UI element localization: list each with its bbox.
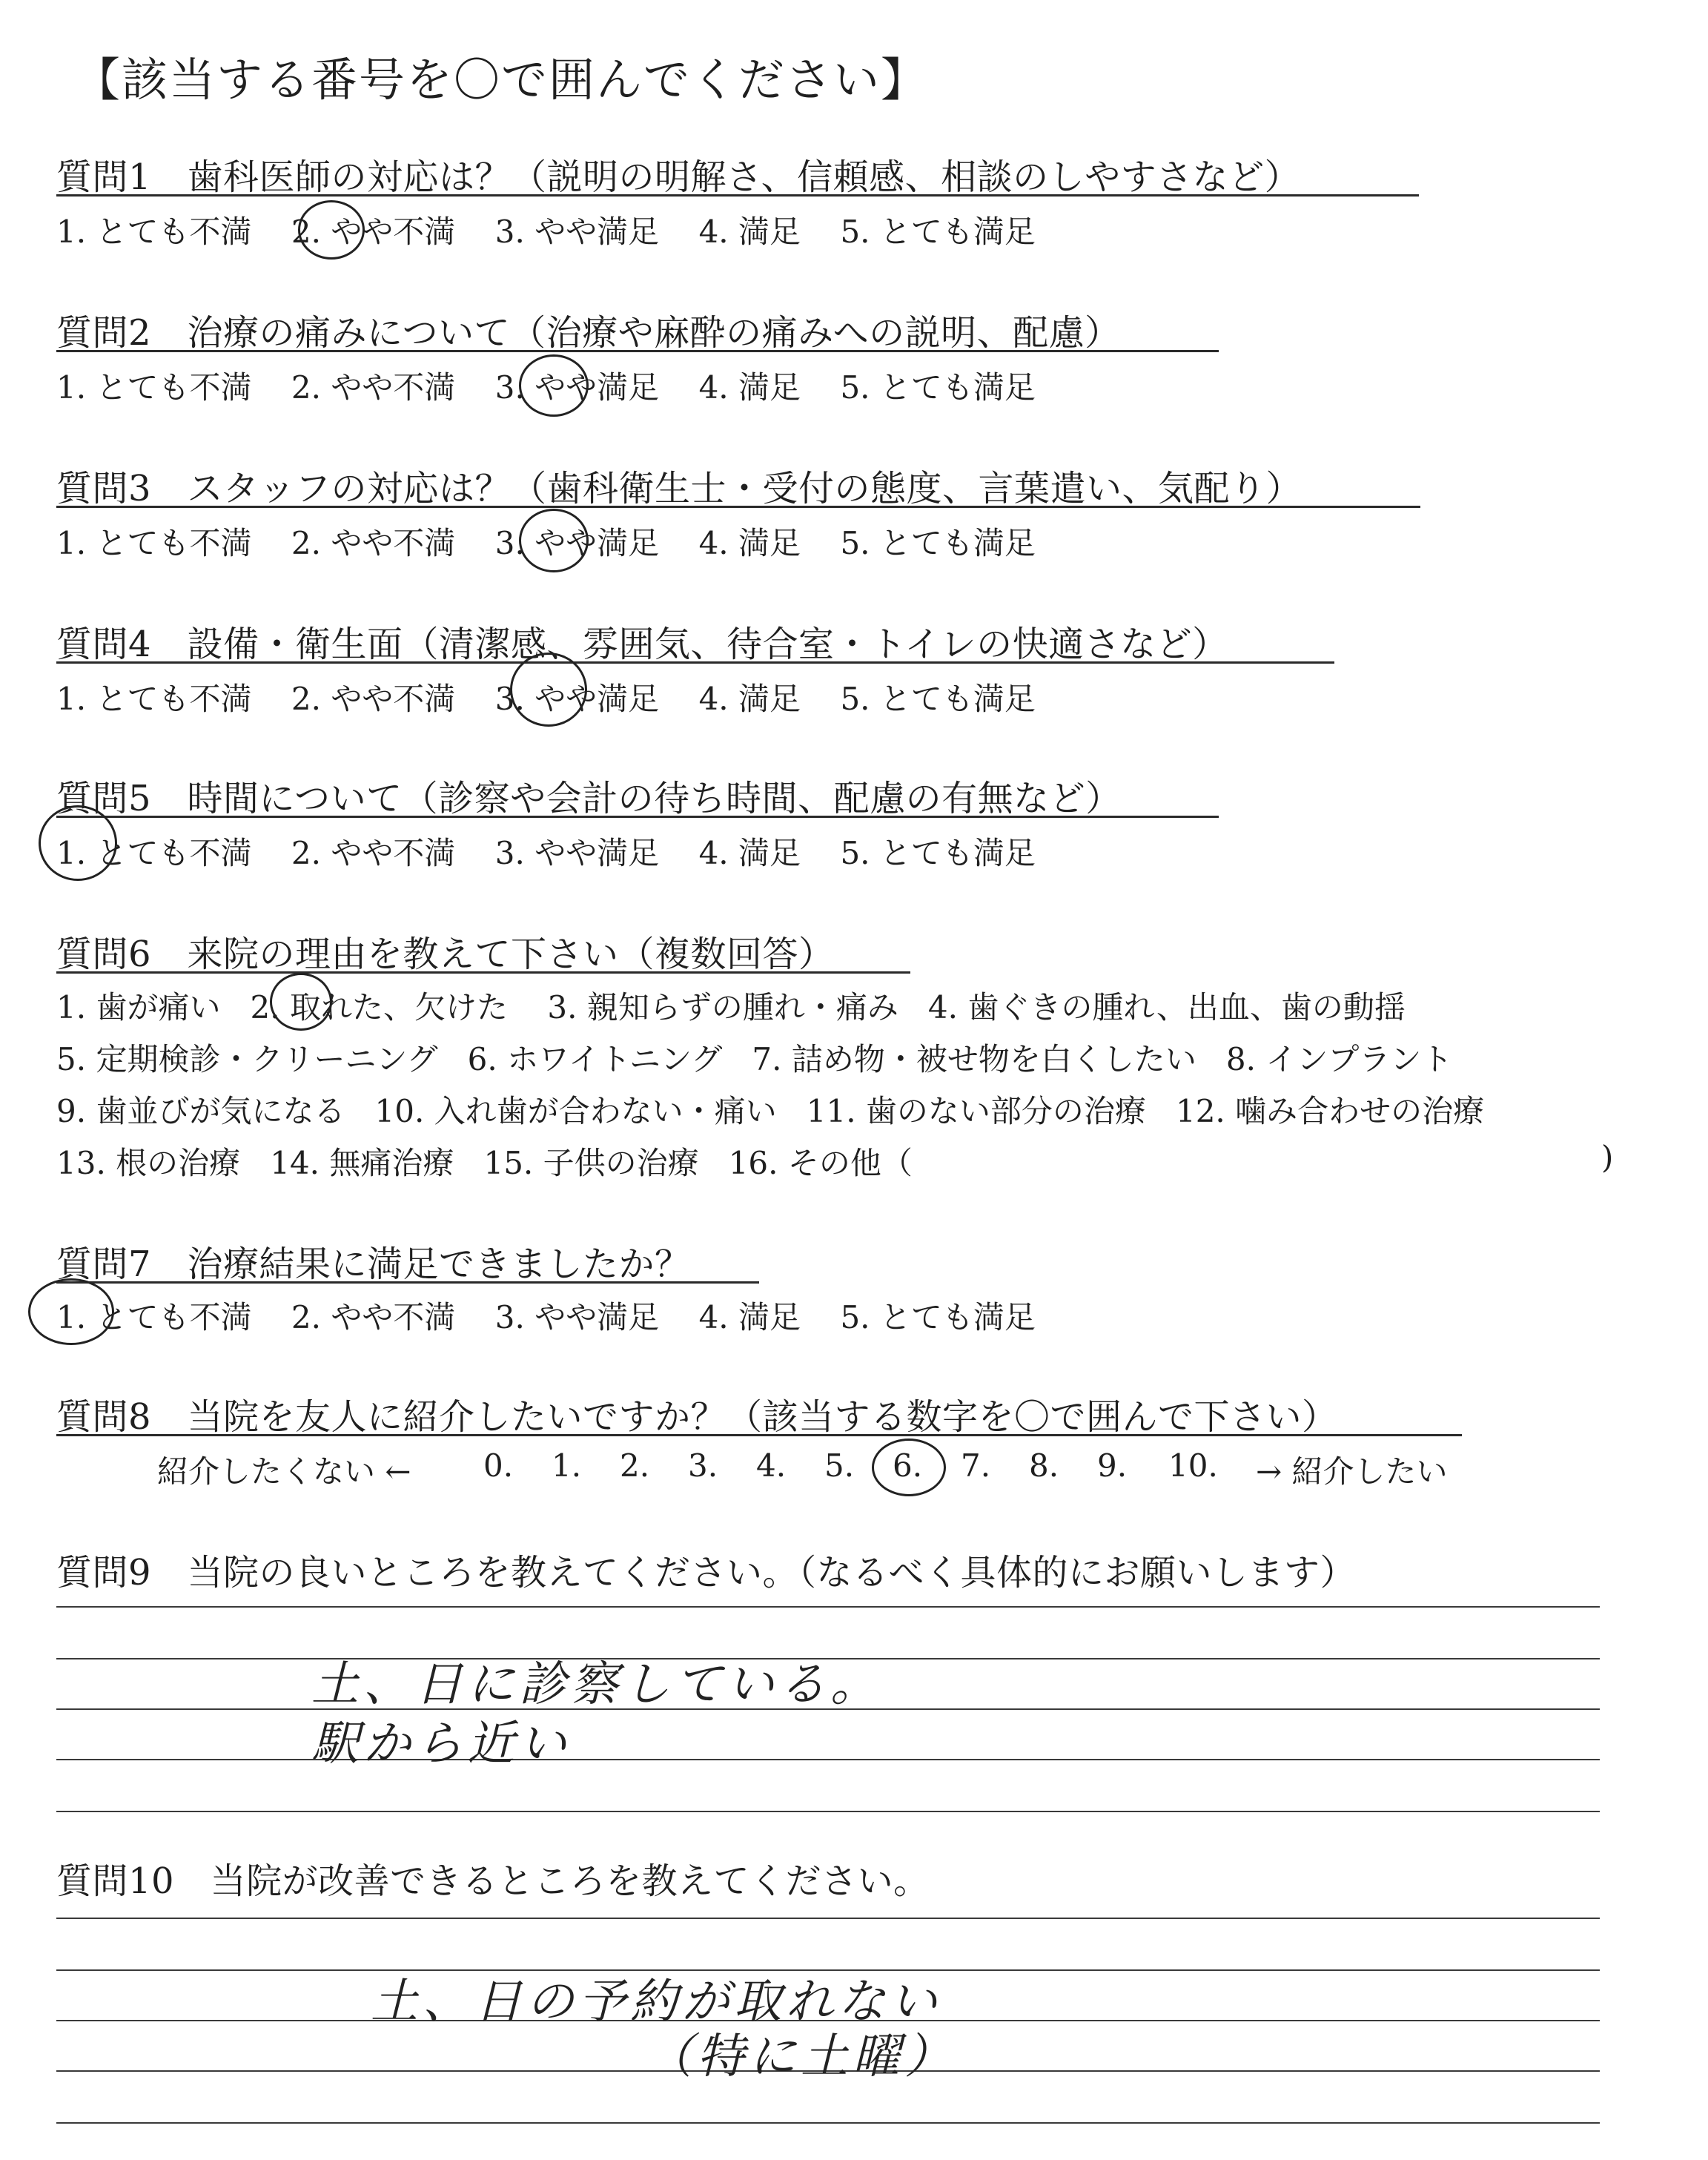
question-4-title: 質問4 設備・衛生面（清潔感、雰囲気、待合室・トイレの快適さなど）: [56, 624, 1228, 665]
answer-circle-q1[interactable]: [298, 200, 365, 260]
question-6-underline: [56, 971, 910, 974]
q8-number-6: 6.: [893, 1447, 923, 1484]
q8-number-3: 3.: [688, 1447, 718, 1484]
question-7-options: 1. とても不満 2. やや不満 3. やや満足 4. 満足 5. とても満足: [56, 1299, 1036, 1335]
q10-writing-line-5: [56, 2122, 1600, 2124]
question-2-underline: [56, 350, 1219, 352]
q8-number-7: 7.: [961, 1447, 991, 1484]
q8-number-5: 5.: [824, 1447, 855, 1484]
q10-handwritten-answer-line-2: （特に土曜）: [645, 2029, 956, 2084]
answer-circle-q4[interactable]: [510, 653, 587, 727]
question-4-underline: [56, 661, 1334, 664]
question-3-title: 質問3 スタッフの対応は？（歯科衛生士・受付の態度、言葉遣い、気配り）: [56, 468, 1302, 509]
q9-handwritten-answer-line-2: 駅から近い: [311, 1717, 571, 1771]
answer-circle-q3[interactable]: [519, 509, 589, 572]
q6-options-row-1: 1. 歯が痛い 2. 取れた、欠けた 3. 親知らずの腫れ・痛み 4. 歯ぐきの腫れ、出血、歯の動揺: [56, 989, 1406, 1025]
q6-other-close-paren: ): [1601, 1139, 1614, 1175]
q8-scale-right-label: → 紹介したい: [1256, 1453, 1448, 1490]
q8-number-10: 10.: [1168, 1447, 1218, 1484]
question-3-underline: [56, 506, 1420, 508]
q8-scale-left-label: 紹介したくない ←: [157, 1453, 411, 1490]
q6-options-row-4: 13. 根の治療 14. 無痛治療 15. 子供の治療 16. その他（: [56, 1145, 913, 1181]
q8-number-4: 4.: [756, 1447, 787, 1484]
question-7-underline: [56, 1281, 759, 1284]
question-10-title: 質問10 当院が改善できるところを教えてください。: [56, 1860, 930, 1902]
question-5-options: 1. とても不満 2. やや不満 3. やや満足 4. 満足 5. とても満足: [56, 835, 1036, 871]
question-8-title: 質問8 当院を友人に紹介したいですか？（該当する数字を〇で囲んで下さい）: [56, 1396, 1338, 1438]
q8-number-9: 9.: [1097, 1447, 1128, 1484]
question-1-title: 質問1 歯科医師の対応は？（説明の明解さ、信頼感、相談のしやすさなど）: [56, 156, 1301, 198]
q9-writing-line-1: [56, 1606, 1600, 1608]
question-2-title: 質問2 治療の痛みについて（治療や麻酔の痛みへの説明、配慮）: [56, 312, 1121, 354]
question-4-options: 1. とても不満 2. やや不満 3. やや満足 4. 満足 5. とても満足: [56, 681, 1036, 717]
question-8-underline: [56, 1434, 1462, 1436]
q10-handwritten-answer-line-1: 土、日の予約が取れない: [371, 1975, 941, 2029]
question-6-title: 質問6 来院の理由を教えて下さい（複数回答）: [56, 934, 835, 975]
q6-options-row-3: 9. 歯並びが気になる 10. 入れ歯が合わない・痛い 11. 歯のない部分の治療 12. 噛み合わせの治療: [56, 1093, 1485, 1129]
answer-circle-q8[interactable]: [872, 1439, 946, 1496]
q8-number-2: 2.: [620, 1447, 650, 1484]
q9-writing-line-4: [56, 1759, 1600, 1760]
q9-writing-line-5: [56, 1811, 1600, 1812]
q6-options-row-2: 5. 定期検診・クリーニング 6. ホワイトニング 7. 詰め物・被せ物を白くしたい 8. インプラント: [56, 1041, 1453, 1077]
question-3-options: 1. とても不満 2. やや不満 3. やや満足 4. 満足 5. とても満足: [56, 525, 1036, 561]
q10-writing-line-1: [56, 1918, 1600, 1919]
survey-header: 【該当する番号を〇で囲んでください】: [74, 53, 929, 107]
question-2-options: 1. とても不満 2. やや不満 3. やや満足 4. 満足 5. とても満足: [56, 369, 1036, 406]
answer-circle-q6[interactable]: [270, 973, 332, 1031]
question-1-underline: [56, 194, 1419, 196]
answer-circle-q7[interactable]: [28, 1278, 114, 1345]
question-5-underline: [56, 816, 1219, 818]
answer-circle-q5[interactable]: [39, 805, 117, 881]
question-9-title: 質問9 当院の良いところを教えてください。（なるべく具体的にお願いします）: [56, 1552, 1357, 1593]
answer-circle-q2[interactable]: [519, 354, 589, 417]
q8-number-0: 0.: [483, 1447, 514, 1484]
q9-handwritten-answer-line-1: 土、日に診察している。: [311, 1657, 882, 1712]
q8-number-8: 8.: [1029, 1447, 1059, 1484]
question-1-options: 1. とても不満 2. やや不満 3. やや満足 4. 満足 5. とても満足: [56, 214, 1036, 250]
q8-number-1: 1.: [552, 1447, 582, 1484]
question-5-title: 質問5 時間について（診察や会計の待ち時間、配慮の有無など）: [56, 778, 1122, 819]
question-7-title: 質問7 治療結果に満足できましたか？: [56, 1244, 691, 1285]
